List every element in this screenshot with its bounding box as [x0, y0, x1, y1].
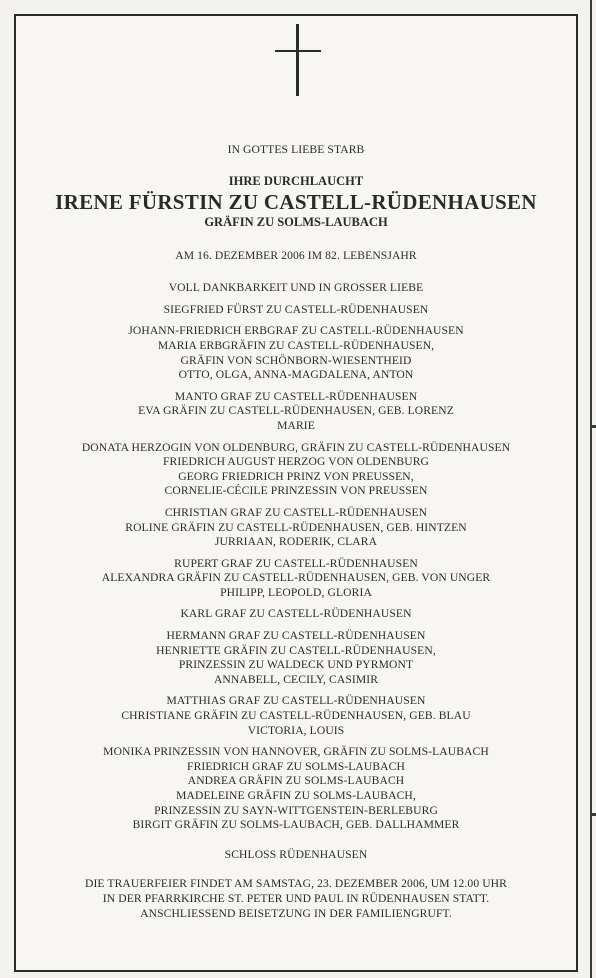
place-line: SCHLOSS RÜDENHAUSEN — [224, 847, 368, 861]
mourner-group — [14, 303, 578, 318]
mourner-line: FRIEDRICH AUGUST HERZOG VON OLDENBURG — [162, 455, 430, 469]
mourner-group — [14, 441, 578, 499]
mourner-line: MARIA ERBGRÄFIN ZU CASTELL-RÜDENHAUSEN, — [157, 338, 435, 352]
mourner-line: KARL GRAF ZU CASTELL-RÜDENHAUSEN — [180, 607, 412, 621]
mourner-group — [14, 324, 578, 382]
mourner-line: DONATA HERZOGIN VON OLDENBURG, GRÄFIN ZU CASTELL-RÜDENHAUSEN — [81, 440, 511, 454]
funeral-line: DIE TRAUERFEIER FINDET AM SAMSTAG, 23. DEZEMBER 2006, UM 12.00 UHR — [85, 877, 507, 891]
mourner-line: BIRGIT GRÄFIN ZU SOLMS-LAUBACH, GEB. DALLHAMMER — [132, 818, 460, 832]
mourner-line: HERMANN GRAF ZU CASTELL-RÜDENHAUSEN — [166, 629, 426, 643]
mourner-group — [14, 745, 578, 833]
mourner-line: CHRISTIAN GRAF ZU CASTELL-RÜDENHAUSEN — [164, 505, 428, 519]
mourner-group — [14, 506, 578, 550]
mourner-group — [14, 557, 578, 601]
maiden-title: GRÄFIN ZU SOLMS-LAUBACH — [204, 214, 388, 229]
mourner-line: VICTORIA, LOUIS — [247, 723, 345, 737]
mourner-line: SIEGFRIED FÜRST ZU CASTELL-RÜDENHAUSEN — [163, 302, 429, 316]
funeral-line: ANSCHLIESSEND BEISETZUNG IN DER FAMILIENGRUFT. — [140, 906, 452, 920]
mourner-line: JURRIAAN, RODERIK, CLARA — [214, 535, 378, 549]
mourner-line: ANDREA GRÄFIN ZU SOLMS-LAUBACH — [187, 774, 405, 788]
funeral-info — [14, 877, 578, 921]
cross-icon — [275, 24, 321, 96]
mourner-line: MONIKA PRINZESSIN VON HANNOVER, GRÄFIN ZU SOLMS-LAUBACH — [103, 745, 489, 759]
mourner-line: MATTHIAS GRAF ZU CASTELL-RÜDENHAUSEN — [166, 694, 426, 708]
mourner-line: HENRIETTE GRÄFIN ZU CASTELL-RÜDENHAUSEN, — [156, 643, 436, 657]
mourner-line: PHILIPP, LEOPOLD, GLORIA — [220, 585, 372, 599]
mourner-line: CORNELIE-CÉCILE PRINZESSIN VON PREUSSEN — [164, 484, 428, 498]
right-column-tick — [590, 813, 596, 816]
mourner-group — [14, 694, 578, 738]
honorific: IHRE DURCHLAUCHT — [228, 173, 364, 188]
mourner-groups — [14, 303, 578, 833]
mourner-line: GEORG FRIEDRICH PRINZ VON PREUSSEN, — [178, 469, 414, 483]
mourner-line: OTTO, OLGA, ANNA-MAGDALENA, ANTON — [178, 368, 414, 382]
funeral-line: IN DER PFARRKIRCHE ST. PETER UND PAUL IN RÜDENHAUSEN STATT. — [102, 891, 490, 905]
mourner-line: CHRISTIANE GRÄFIN ZU CASTELL-RÜDENHAUSEN, GEB. BLAU — [121, 709, 471, 723]
notice-content — [14, 143, 578, 921]
mourner-line: ROLINE GRÄFIN ZU CASTELL-RÜDENHAUSEN, GEB. HINTZEN — [125, 520, 467, 534]
mourner-line: MARIE — [277, 418, 315, 432]
mourner-line: MANTO GRAF ZU CASTELL-RÜDENHAUSEN — [174, 389, 418, 403]
mourner-line: PRINZESSIN ZU SAYN-WITTGENSTEIN-BERLEBURG — [154, 803, 438, 817]
death-date: AM 16. DEZEMBER 2006 IM 82. LEBENSJAHR — [175, 248, 417, 262]
mourner-line: JOHANN-FRIEDRICH ERBGRAF ZU CASTELL-RÜDENHAUSEN — [128, 324, 464, 338]
mourner-line: MADELEINE GRÄFIN ZU SOLMS-LAUBACH, — [176, 789, 416, 802]
mourner-group — [14, 607, 578, 622]
mourner-line: GRÄFIN VON SCHÖNBORN-WIESENTHEID — [180, 353, 412, 367]
mourner-group — [14, 629, 578, 687]
mourner-line: RUPERT GRAF ZU CASTELL-RÜDENHAUSEN — [174, 556, 418, 570]
right-column-rule — [590, 0, 592, 978]
mourner-line: ALEXANDRA GRÄFIN ZU CASTELL-RÜDENHAUSEN, GEB. VON UNGER — [101, 571, 491, 585]
deceased-name: IRENE FÜRSTIN ZU CASTELL-RÜDENHAUSEN — [55, 189, 537, 214]
mourner-line: ANNABELL, CECILY, CASIMIR — [213, 672, 379, 686]
mourner-group — [14, 390, 578, 434]
mourners-intro: VOLL DANKBARKEIT UND IN GROSSER LIEBE — [168, 281, 424, 295]
mourner-line: EVA GRÄFIN ZU CASTELL-RÜDENHAUSEN, GEB. LORENZ — [138, 404, 454, 418]
pre-text: IN GOTTES LIEBE STARB — [227, 143, 365, 156]
mourner-line: PRINZESSIN ZU WALDECK UND PYRMONT — [178, 658, 414, 672]
right-column-tick — [590, 425, 596, 428]
mourner-line: FRIEDRICH GRAF ZU SOLMS-LAUBACH — [187, 759, 405, 773]
